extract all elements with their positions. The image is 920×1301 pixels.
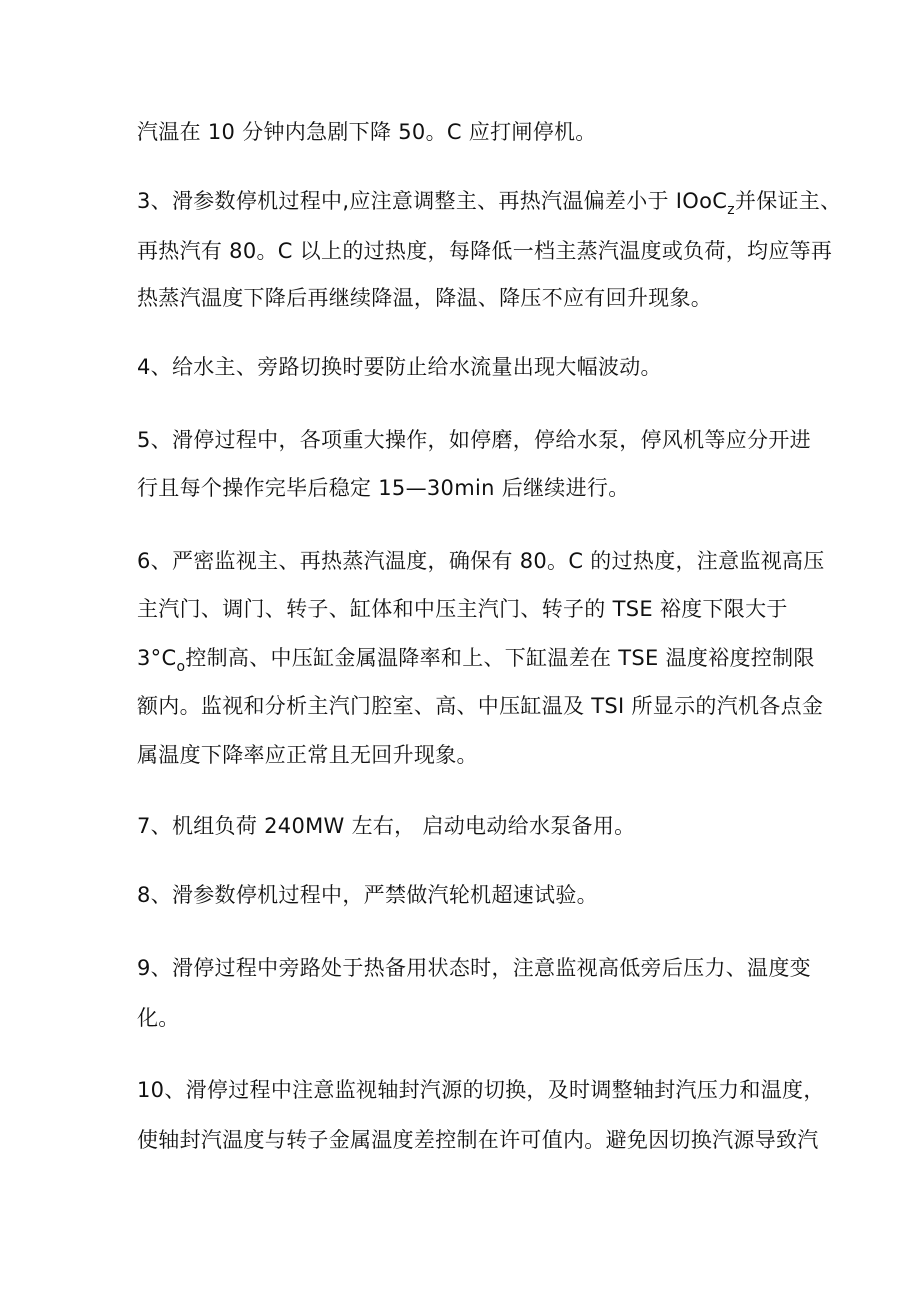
text-run: 并保证主、 (734, 189, 842, 213)
paragraph-line: 行且每个操作完毕后稳定 15—30min 后继续进行。 (137, 476, 630, 500)
subscript-text: z (727, 202, 735, 218)
paragraph-line: 主汽门、调门、转子、缸体和中压主汽门、转子的 TSE 裕度下限大于 (137, 597, 788, 621)
paragraph-line: 再热汽有 80。C 以上的过热度，每降低一档主蒸汽温度或负荷，均应等再 (137, 239, 833, 263)
text-run: 3°C (137, 646, 177, 670)
paragraph-line: 5、滑停过程中，各项重大操作，如停磨，停给水泵，停风机等应分开进 (137, 428, 811, 452)
paragraph-line: 属温度下降率应正常且无回升现象。 (137, 743, 478, 767)
paragraph-line (137, 186, 841, 225)
paragraph-line: 9、滑停过程中旁路处于热备用状态时，注意监视高低旁后压力、温度变 (137, 956, 811, 980)
paragraph-line: 8、滑参数停机过程中，严禁做汽轮机超速试验。 (137, 883, 598, 907)
paragraph-line: 4、给水主、旁路切换时要防止给水流量出现大幅波动。 (137, 355, 662, 379)
paragraph-line: 使轴封汽温度与转子金属温度差控制在许可值内。避免因切换汽源导致汽 (137, 1128, 819, 1152)
subscript-text: o (176, 659, 186, 675)
paragraph-line: 热蒸汽温度下降后再继续降温，降温、降压不应有回升现象。 (137, 286, 713, 310)
paragraph-line: 6、严密监视主、再热蒸汽温度，确保有 80。C 的过热度，注意监视高压 (137, 549, 825, 573)
text-run: 3、滑参数停机过程中,应注意调整主、再热汽温偏差小于 IOoC (137, 189, 728, 213)
text-run: 控制高、中压缸金属温降率和上、下缸温差在 TSE 温度裕度控制限 (185, 646, 815, 670)
paragraph-line: 额内。监视和分析主汽门腔室、高、中压缸温及 TSI 所显示的汽机各点金 (137, 694, 824, 718)
paragraph-line: 7、机组负荷 240MW 左右， 启动电动给水泵备用。 (137, 814, 636, 838)
paragraph-line: 汽温在 10 分钟内急剧下降 50。C 应打闸停机。 (137, 120, 597, 144)
paragraph-line: 10、滑停过程中注意监视轴封汽源的切换，及时调整轴封汽压力和温度， (137, 1078, 825, 1102)
paragraph-line: 化。 (137, 1006, 180, 1030)
paragraph-line (137, 643, 815, 682)
